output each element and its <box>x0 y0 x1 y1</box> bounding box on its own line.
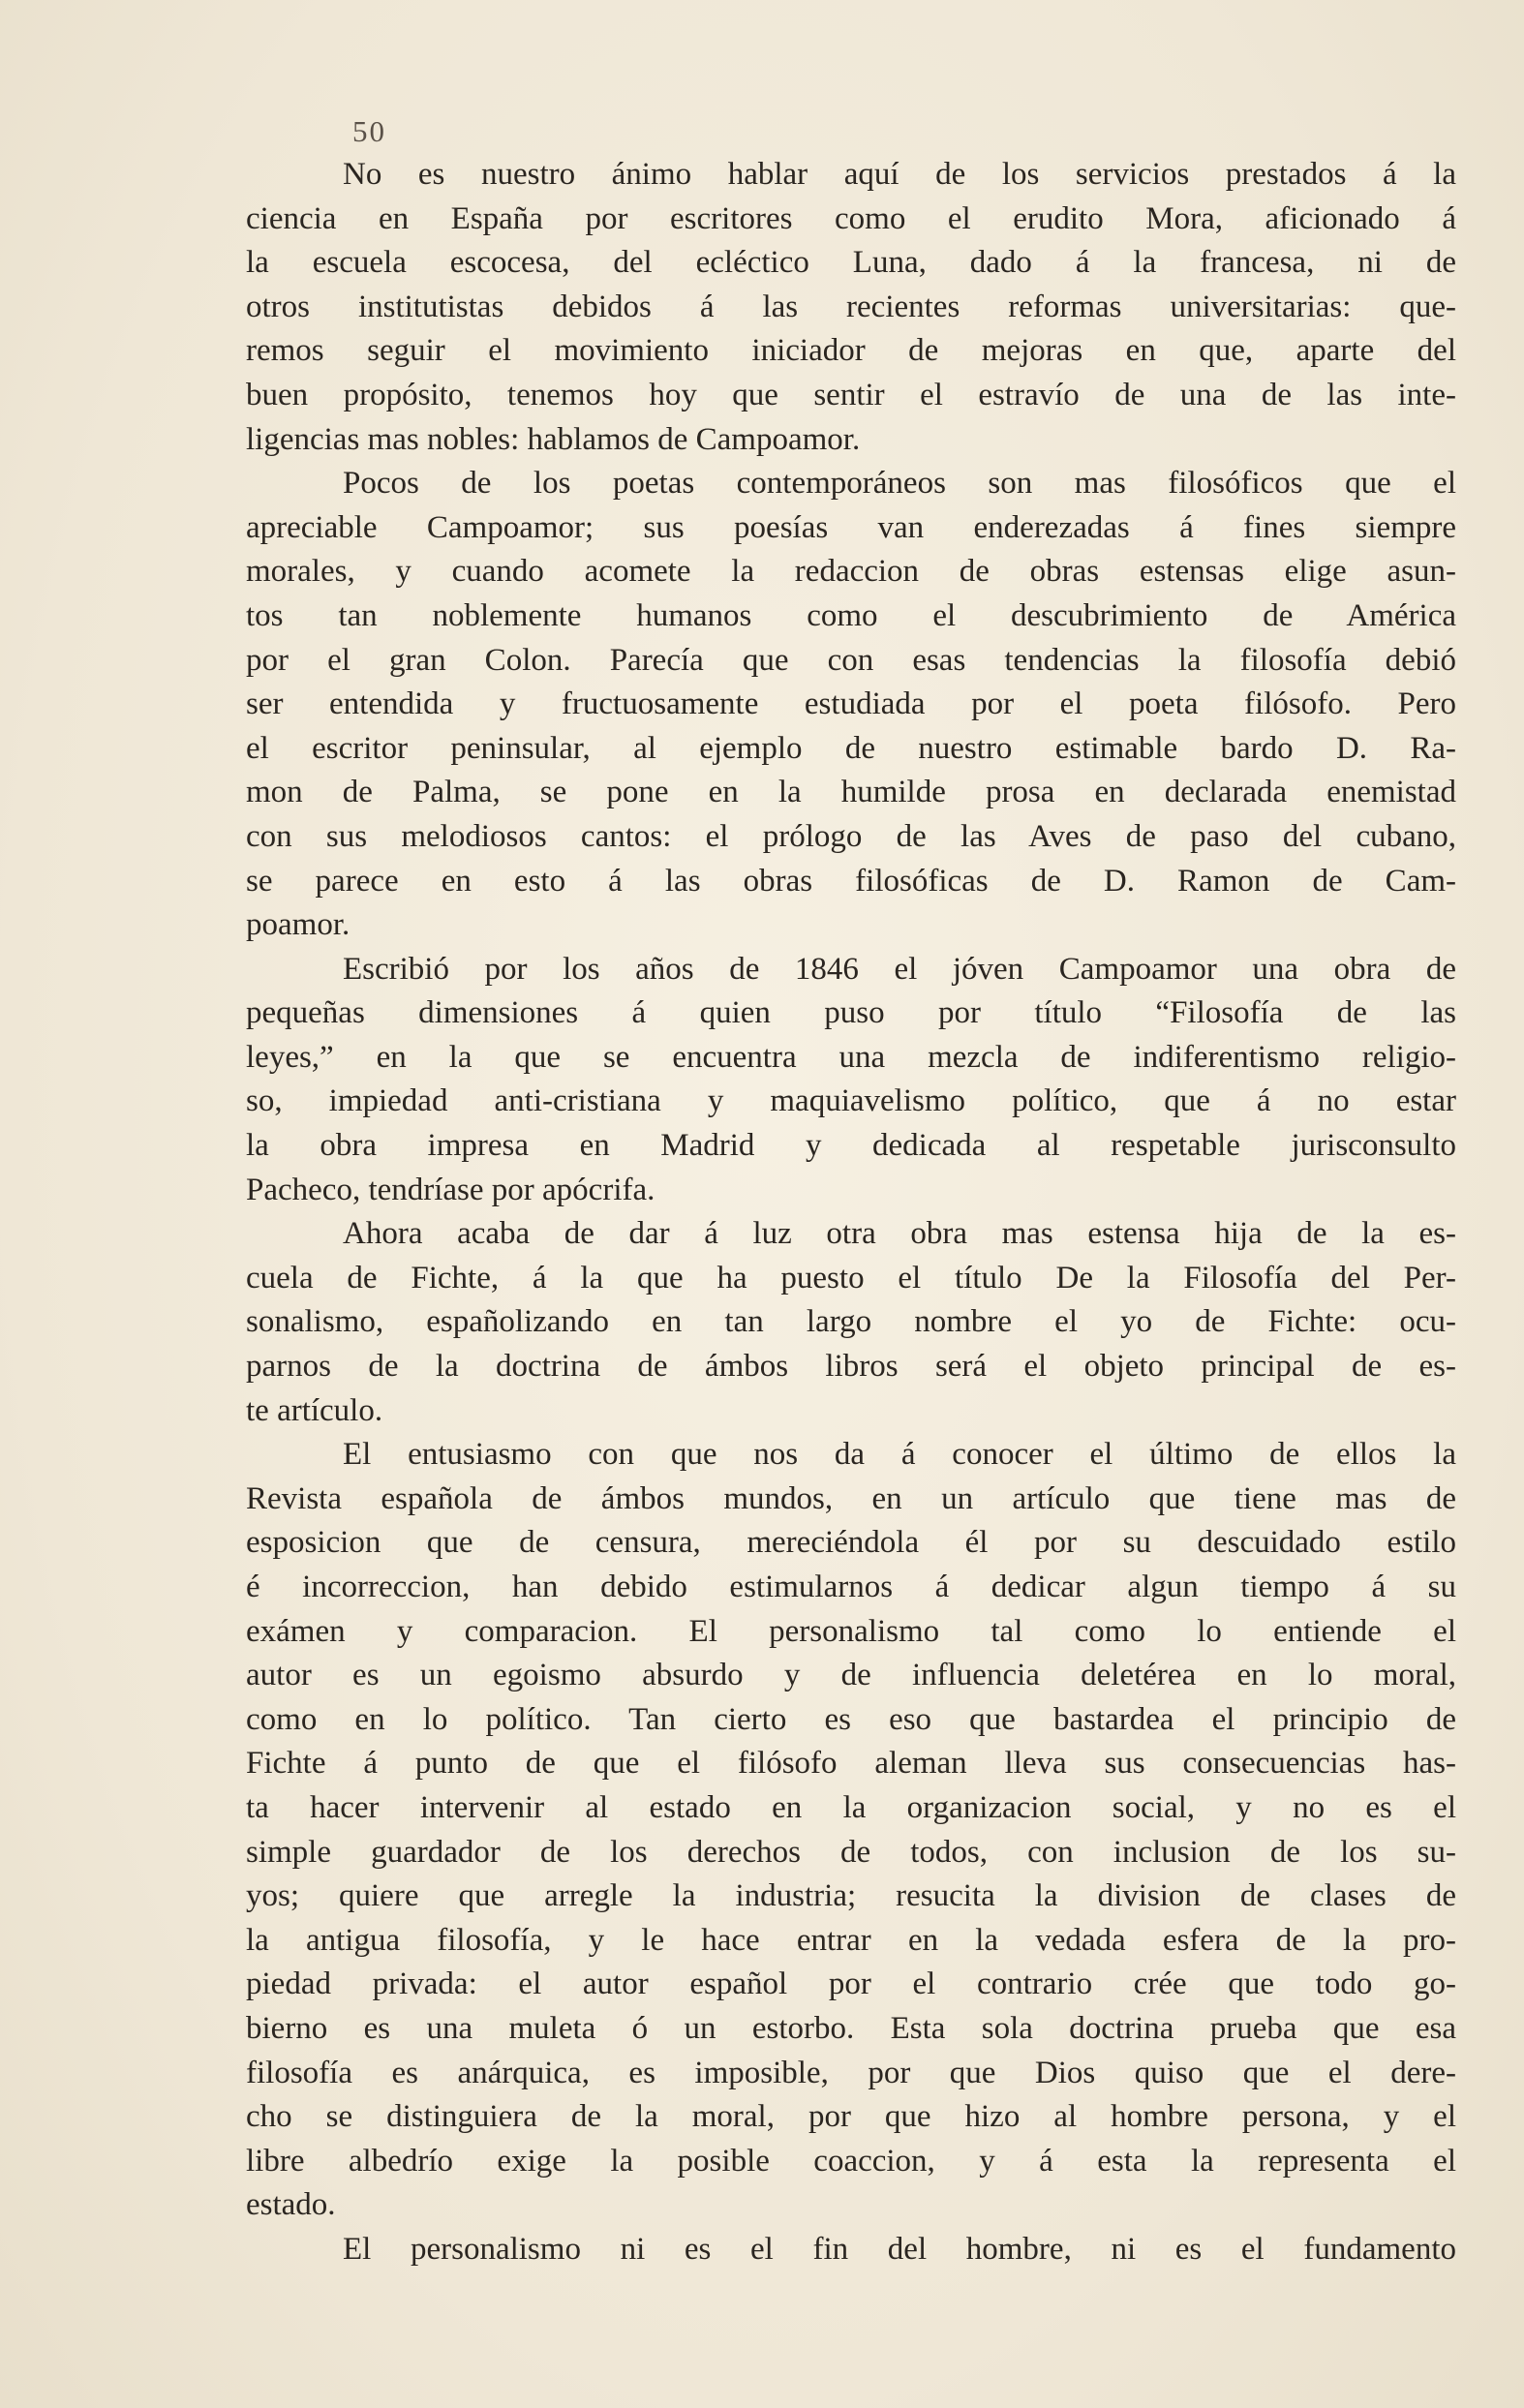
text-line: Fichte á punto de que el filósofo aleman lleva sus consecuencias has- <box>246 1746 1456 1782</box>
text-line: otros institutistas debidos á las recientes reformas universitarias: que- <box>246 289 1456 324</box>
text-line: El entusiasmo con que nos da á conocer el último de ellos la <box>343 1437 1456 1473</box>
text-line: apreciable Campoamor; sus poesías van enderezadas á fines siempre <box>246 509 1456 545</box>
text-line: é incorreccion, han debido estimularnos á dedicar algun tiempo á su <box>246 1570 1456 1604</box>
text-line: esposicion que de censura, mereciéndola él por su descuidado estilo <box>246 1525 1456 1561</box>
text-line: la obra impresa en Madrid y dedicada al respetable jurisconsulto <box>246 1128 1456 1164</box>
text-line: la escuela escocesa, del ecléctico Luna, dado á la francesa, ni de <box>246 245 1456 281</box>
text-line: buen propósito, tenemos hoy que sentir el estravío de una de las inte- <box>246 377 1456 412</box>
text-line: Ahora acaba de dar á luz otra obra mas estensa hija de la es- <box>343 1216 1456 1252</box>
text-line: cho se distinguiera de la moral, por que hizo al hombre persona, y el <box>246 2099 1456 2135</box>
text-line: filosofía es anárquica, es imposible, por que Dios quiso que el dere- <box>246 2055 1456 2090</box>
text-line: yos; quiere que arregle la industria; resucita la division de clases de <box>246 1878 1456 1914</box>
text-line: con sus melodiosos cantos: el prólogo de las Aves de paso del cubano, <box>246 818 1456 854</box>
text-line: mon de Palma, se pone en la humilde prosa en declarada enemistad <box>246 775 1456 810</box>
text-line: ser entendida y fructuosamente estudiada por el poeta filósofo. Pero <box>246 686 1456 722</box>
text-line: simple guardador de los derechos de todos, con inclusion de los su- <box>246 1834 1456 1870</box>
text-line: Revista española de ámbos mundos, en un artículo que tiene mas de <box>246 1480 1456 1516</box>
text-line: El personalismo ni es el fin del hombre, ni es el fundamento <box>343 2231 1456 2267</box>
text-line: se parece en esto á las obras filosóficas de D. Ramon de Cam- <box>246 863 1456 899</box>
page-number: 50 <box>352 114 386 148</box>
text-line: la antigua filosofía, y le hace entrar en la vedada esfera de la pro- <box>246 1922 1456 1958</box>
text-line: te artículo. <box>246 1392 383 1428</box>
text-line: bierno es una muleta ó un estorbo. Esta sola doctrina prueba que esa <box>246 2010 1456 2046</box>
text-line: autor es un egoismo absurdo y de influencia deletérea en lo moral, <box>246 1658 1456 1693</box>
text-line: leyes,” en la que se encuentra una mezcla de indiferentismo religio- <box>246 1039 1456 1075</box>
text-line: so, impiedad anti-cristiana y maquiavelismo político, que á no estar <box>246 1083 1456 1119</box>
text-line: Pocos de los poetas contemporáneos son mas filosóficos que el <box>343 466 1456 502</box>
text-line: No es nuestro ánimo hablar aquí de los servicios prestados á la <box>343 157 1456 192</box>
text-line: estado. <box>246 2187 336 2223</box>
text-line: parnos de la doctrina de ámbos libros será el objeto principal de es- <box>246 1349 1456 1385</box>
text-line: morales, y cuando acomete la redaccion de obras estensas elige asun- <box>246 554 1456 590</box>
text-line: cuela de Fichte, á la que ha puesto el título De la Filosofía del Per- <box>246 1260 1456 1295</box>
text-line: ta hacer intervenir al estado en la organizacion social, y no es el <box>246 1789 1456 1825</box>
text-line: sonalismo, españolizando en tan largo nombre el yo de Fichte: ocu- <box>246 1304 1456 1340</box>
text-line: ligencias mas nobles: hablamos de Campoamor. <box>246 421 861 457</box>
text-line: piedad privada: el autor español por el contrario crée que todo go- <box>246 1966 1456 2002</box>
text-line: el escritor peninsular, al ejemplo de nuestro estimable bardo D. Ra- <box>246 730 1456 766</box>
text-line: Pacheco, tendríase por apócrifa. <box>246 1172 655 1207</box>
text-line: Escribió por los años de 1846 el jóven Campoamor una obra de <box>343 951 1456 987</box>
text-line: libre albedrío exige la posible coaccion, y á esta la representa el <box>246 2143 1456 2179</box>
text-line: remos seguir el movimiento iniciador de mejoras en que, aparte del <box>246 333 1456 369</box>
text-line: exámen y comparacion. El personalismo tal como lo entiende el <box>246 1613 1456 1649</box>
text-line: ciencia en España por escritores como el erudito Mora, aficionado á <box>246 200 1456 236</box>
text-line: como en lo político. Tan cierto es eso que bastardea el principio de <box>246 1701 1456 1737</box>
text-line: poamor. <box>246 907 351 943</box>
text-line: pequeñas dimensiones á quien puso por título “Filosofía de las <box>246 995 1456 1031</box>
text-line: por el gran Colon. Parecía que con esas tendencias la filosofía debió <box>246 642 1456 678</box>
text-line: tos tan noblemente humanos como el descubrimiento de América <box>246 597 1456 633</box>
body-text <box>246 153 1456 2272</box>
